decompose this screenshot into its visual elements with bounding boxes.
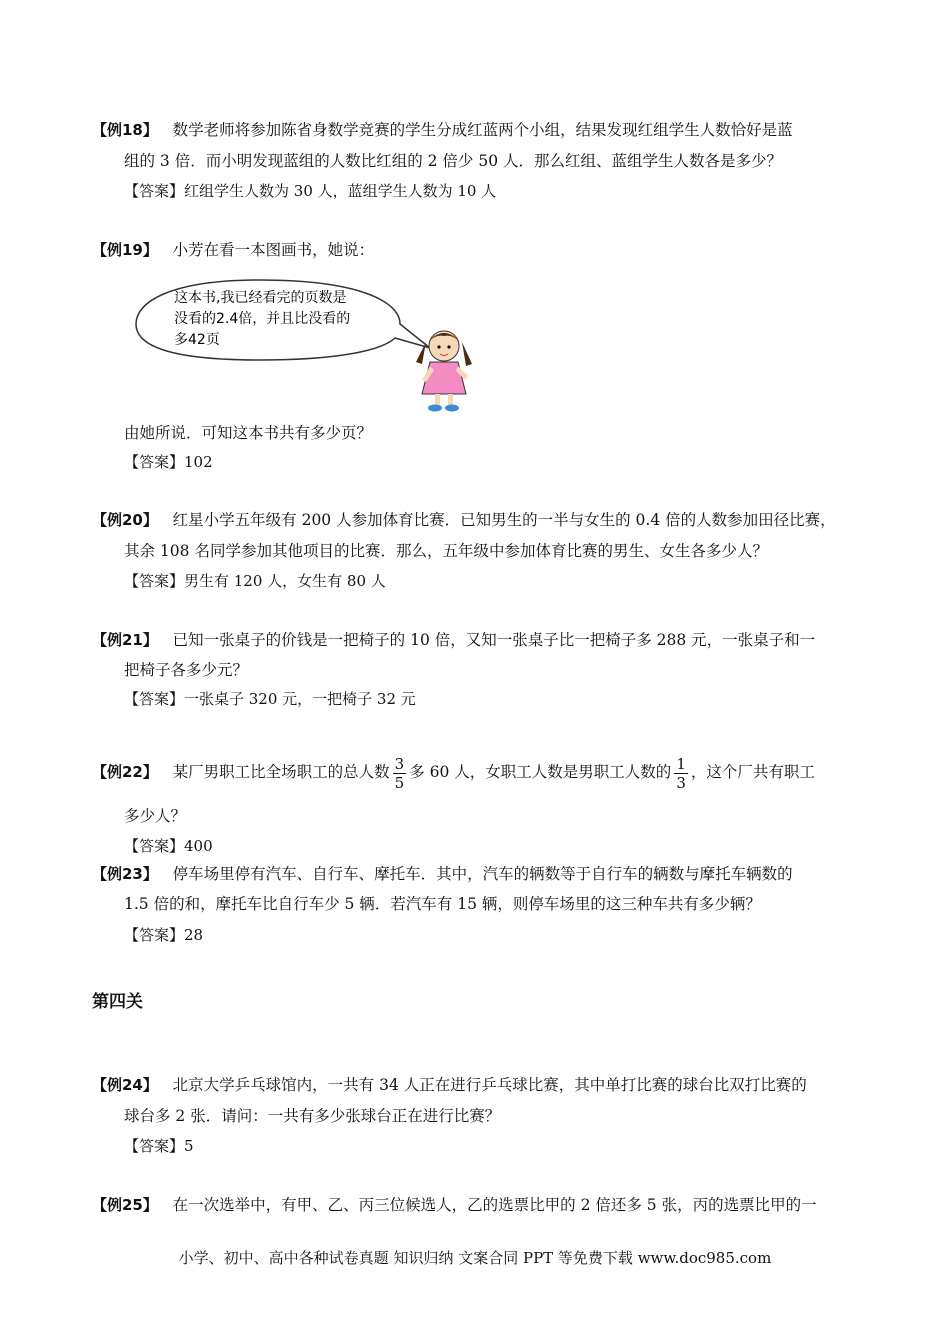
fraction-1-numerator: 3 (394, 754, 405, 773)
problem-23-text1: 停车场里停有汽车、自行车、摩托车．其中，汽车的辆数等于自行车的辆数与摩托车辆数的 (172, 865, 793, 883)
fraction-one-third (674, 755, 688, 792)
bubble-line-2: 没看的2.4倍，并且比没看的 (174, 311, 351, 327)
problem-18-tag: 【例18】 (92, 121, 158, 139)
problem-18-line1 (92, 120, 793, 140)
problem-23-line1 (92, 864, 793, 884)
problem-19-text2: 由她所说．可知这本书共有多少页？ (124, 424, 373, 442)
problem-19-line1 (92, 240, 374, 260)
problem-18-text1: 数学老师将参加陈省身数学竞赛的学生分成红蓝两个小组，结果发现红组学生人数恰好是蓝 (172, 121, 793, 139)
problem-22-text1c: ，这个厂共有职工 (690, 763, 815, 781)
problem-24-answer: 【答案】5 (124, 1137, 194, 1155)
bubble-line-1: 这本书,我已经看完的页数是 (174, 290, 347, 306)
problem-18-answer: 【答案】红组学生人数为 30 人，蓝组学生人数为 10 人 (124, 182, 497, 200)
problem-22-text1a: 某厂男职工比全场职工的总人数 (172, 763, 390, 781)
page-footer: 小学、初中、高中各种试卷真题 知识归纳 文案合同 PPT 等免费下载 www.doc985.com (178, 1249, 772, 1267)
problem-23-tag: 【例23】 (92, 865, 158, 883)
problem-19-answer: 【答案】102 (124, 453, 213, 471)
problem-24-line1 (92, 1075, 807, 1095)
problem-20-line1 (92, 510, 836, 530)
problem-20-text2: 其余 108 名同学参加其他项目的比赛．那么，五年级中参加体育比赛的男生、女生各多少人？ (124, 542, 768, 560)
problem-21-tag: 【例21】 (92, 631, 158, 649)
fraction-three-fifths (393, 755, 407, 792)
problem-22-tag: 【例22】 (92, 763, 158, 781)
problem-25-tag: 【例25】 (92, 1196, 158, 1214)
fraction-1-denominator: 5 (394, 773, 405, 792)
problem-22-text2: 多少人？ (124, 807, 187, 825)
problem-21-text1: 已知一张桌子的价钱是一把椅子的 10 倍，又知一张桌子比一把椅子多 288 元，一张桌子和一 (172, 631, 816, 649)
problem-25-line1 (92, 1195, 817, 1215)
problem-20-answer: 【答案】男生有 120 人，女生有 80 人 (124, 572, 386, 590)
problem-24-tag: 【例24】 (92, 1076, 158, 1094)
problem-19-text1: 小芳在看一本图画书，她说： (172, 241, 375, 259)
problem-22-line1 (92, 752, 815, 792)
problem-20-text1: 红星小学五年级有 200 人参加体育比赛．已知男生的一半与女生的 0.4 倍的人数参加田径比赛， (172, 511, 836, 529)
section-title: 第四关 (92, 992, 143, 1012)
problem-24-text1: 北京大学乒乓球馆内，一共有 34 人正在进行乒乓球比赛，其中单打比赛的球台比双打比赛的 (172, 1076, 807, 1094)
fraction-2-denominator: 3 (676, 773, 686, 792)
bubble-line-3: 多42页 (174, 332, 220, 348)
problem-21-text2: 把椅子各多少元？ (124, 661, 249, 679)
problem-23-answer: 【答案】28 (124, 926, 204, 944)
problem-19-tag: 【例19】 (92, 241, 158, 259)
problem-23-text2: 1.5 倍的和，摩托车比自行车少 5 辆．若汽车有 15 辆，则停车场里的这三种车共有多少辆？ (124, 895, 761, 913)
fraction-2-numerator: 1 (676, 754, 686, 773)
problem-22-text1b: 多 60 人，女职工人数是男职工人数的 (409, 763, 672, 781)
problem-25-text1: 在一次选举中，有甲、乙、丙三位候选人，乙的选票比甲的 2 倍还多 5 张，丙的选票比甲的一 (172, 1196, 817, 1214)
problem-24-text2: 球台多 2 张．请问：一共有多少张球台正在进行比赛？ (124, 1107, 501, 1125)
speech-bubble-illustration (130, 272, 480, 417)
problem-21-answer: 【答案】一张桌子 320 元，一把椅子 32 元 (124, 690, 416, 708)
problem-21-line1 (92, 630, 815, 650)
problem-20-tag: 【例20】 (92, 511, 158, 529)
problem-18-text2: 组的 3 倍．而小明发现蓝组的人数比红组的 2 倍少 50 人．那么红组、蓝组学生人数各是多少？ (124, 152, 783, 170)
problem-22-answer: 【答案】400 (124, 837, 213, 855)
